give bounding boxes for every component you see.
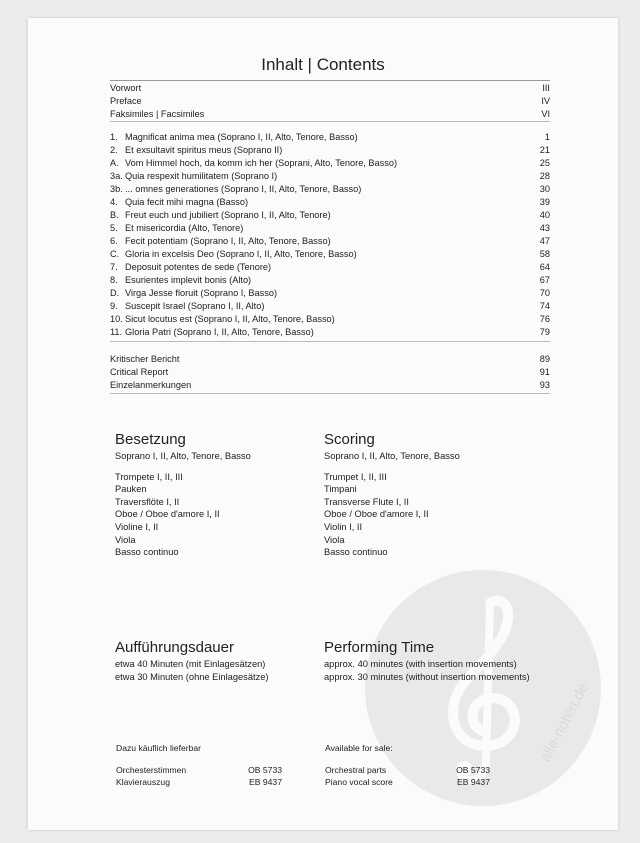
available-title: Available for sale: [325,743,393,753]
toc-entry-title: Deposuit potentes de sede (Tenore) [125,262,272,272]
instrument: Viola [324,534,345,545]
toc-divider [110,393,550,394]
toc-entry [110,95,550,108]
toc-entry-title: Esurientes implevit bonis (Alto) [125,275,252,285]
toc-entry-title: Quia fecit mihi magna (Basso) [125,197,249,207]
instrument: Transverse Flute I, II [324,496,409,507]
toc-entry [110,170,550,183]
toc-entry-page: 47 [539,236,550,246]
toc-entry-page: 67 [539,275,550,285]
available-english [325,742,490,788]
toc-entry [110,144,550,157]
duration-heading: Performing Time [324,639,435,656]
instrument: Traversflöte I, II [115,496,180,507]
toc-entry-page: 70 [539,288,550,298]
instrument: Timpani [324,484,357,495]
toc-entry [110,274,550,287]
toc-entry-title: Kritischer Bericht [110,354,180,364]
toc-entry-page: 64 [539,262,550,272]
toc-entry [110,196,550,209]
catalog-number: EB 9437 [249,777,282,787]
toc-entry-title: Critical Report [110,367,169,377]
scoring-german [115,430,345,559]
toc-entry [110,157,550,170]
available-item: Orchestral parts [325,765,387,775]
toc-entry [110,287,550,300]
toc-entry-number: 4. [110,197,118,207]
scoring-english [324,430,554,559]
toc-entry-page: 40 [539,210,550,220]
toc-entry [110,353,550,366]
toc-entry [110,261,550,274]
toc-entry [110,222,550,235]
catalog-number: EB 9437 [457,777,490,787]
toc-entry [110,248,550,261]
instrument-list [115,471,345,559]
duration-german [115,638,345,683]
toc-entry-title: Preface [110,96,142,106]
toc-entry-page: 30 [539,184,550,194]
toc-front-matter [110,82,550,121]
toc-entry-page: 74 [539,301,550,311]
toc-entry [110,183,550,196]
toc-entry-page: IV [541,96,550,106]
toc-title: Inhalt | Contents [261,55,385,74]
instrument: Basso continuo [115,547,179,558]
instrument: Oboe / Oboe d'amore I, II [115,509,220,520]
toc-entry-title: Virga Jesse floruit (Soprano I, Basso) [125,288,278,298]
duration-line: etwa 30 Minuten (ohne Einlagesätze) [115,671,269,682]
toc-entry-number: D. [110,288,120,298]
toc-separator [110,80,550,81]
available-item: Orchesterstimmen [116,765,187,775]
duration-english [324,638,554,683]
score-page [28,18,618,830]
toc-entry-page: 89 [539,354,550,364]
toc-entry-page: 28 [539,171,550,181]
toc-entry-title: Quia respexit humilitatem (Soprano I) [125,171,278,181]
toc-entry [110,366,550,379]
available-item: Piano vocal score [325,777,393,787]
scoring-heading: Scoring [324,431,375,448]
toc-entry [110,326,550,339]
duration-line: etwa 40 Minuten (mit Einlagesätzen) [115,659,266,669]
toc-entry-title: Sicut locutus est (Soprano I, II, Alto, Tenore, Basso) [125,314,335,324]
catalog-number: OB 5733 [248,765,282,775]
instrument-list [324,471,554,559]
toc-entry-page: 21 [539,145,550,155]
instrument: Trumpet I, II, III [324,471,387,482]
toc-movements [110,131,550,339]
toc-entry-number: 3b. [110,184,123,194]
toc-divider [110,341,550,342]
toc-entry [110,313,550,326]
toc-entry-page: 79 [539,327,550,337]
toc-entry [110,209,550,222]
toc-entry-page: 93 [539,380,550,390]
toc-entry-title: Suscepit Israel (Soprano I, II, Alto) [125,301,265,311]
toc-entry-number: 5. [110,223,118,233]
available-item: Klavierauszug [116,777,170,787]
instrument: Oboe / Oboe d'amore I, II [324,509,429,520]
toc-entry-title: Et misericordia (Alto, Tenore) [125,223,244,233]
toc-entry-number: 3a. [110,171,123,181]
available-title: Dazu käuflich lieferbar [116,743,202,753]
toc-entry-title: Gloria Patri (Soprano I, II, Alto, Tenore, Basso) [125,327,314,337]
toc-entry-number: 7. [110,262,118,272]
toc-entry-number: 11. [110,327,123,337]
toc-entry [110,131,550,144]
toc-divider [110,121,550,122]
toc-entry-title: ... omnes generationes (Soprano I, II, Alto, Tenore, Basso) [125,184,362,194]
toc-entry-page: 58 [539,249,550,259]
toc-entry-title: Vorwort [110,83,142,93]
toc-entry-page: 91 [539,367,550,377]
toc-entry-title: Fecit potentiam (Soprano I, II, Alto, Tenore, Basso) [125,236,331,246]
toc-entry-title: Et exsultavit spiritus meus (Soprano II) [125,145,283,155]
toc-entry-page: 76 [539,314,550,324]
toc-entry-page: 1 [544,132,550,142]
toc-entry [110,379,550,392]
toc-back-matter [110,353,550,392]
toc-entry-title: Faksimiles | Facsimiles [110,109,205,119]
toc-entry-number: 6. [110,236,118,246]
duration-heading: Aufführungsdauer [115,639,234,656]
duration-line: approx. 30 minutes (without insertion movements) [324,671,530,682]
toc-entry-number: C. [110,249,120,259]
toc-entry [110,108,550,121]
toc-entry-number: 10. [110,314,123,324]
instrument: Pauken [115,484,147,495]
toc-entry-title: Freut euch und jubiliert (Soprano I, II, Alto, Tenore) [125,210,331,220]
instrument: Basso continuo [324,547,388,558]
catalog-number: OB 5733 [456,765,490,775]
voices: Soprano I, II, Alto, Tenore, Basso [115,451,251,461]
toc-entry-page: 25 [539,158,550,168]
toc-entry-title: Vom Himmel hoch, da komm ich her (Soprani, Alto, Tenore, Basso) [125,158,397,168]
toc-entry-page: III [542,83,550,93]
toc-entry-page: VI [541,109,550,119]
toc-entry-page: 43 [539,223,550,233]
toc-entry-number: B. [110,210,119,220]
toc-entry [110,82,550,95]
voices: Soprano I, II, Alto, Tenore, Basso [324,451,460,461]
toc-entry-number: 1. [110,132,118,142]
instrument: Violine I, II [115,521,159,532]
available-german [116,742,282,788]
toc-entry [110,235,550,248]
toc-entry-number: 2. [110,145,118,155]
watermark-text: alle-noten.de [536,680,593,765]
toc-entry-title: Gloria in excelsis Deo (Soprano I, II, Alto, Tenore, Basso) [125,249,357,259]
toc-entry [110,300,550,313]
instrument: Trompete I, II, III [115,471,183,482]
toc-entry-page: 39 [539,197,550,207]
toc-entry-title: Magnificat anima mea (Soprano I, II, Alto, Tenore, Basso) [125,132,358,142]
scoring-heading: Besetzung [115,431,186,448]
instrument: Viola [115,534,136,545]
instrument: Violin I, II [324,521,363,532]
toc-entry-number: A. [110,158,119,168]
toc-entry-title: Einzelanmerkungen [110,380,192,390]
duration-line: approx. 40 minutes (with insertion movements) [324,659,517,669]
toc-entry-number: 8. [110,275,118,285]
toc-entry-number: 9. [110,301,118,311]
